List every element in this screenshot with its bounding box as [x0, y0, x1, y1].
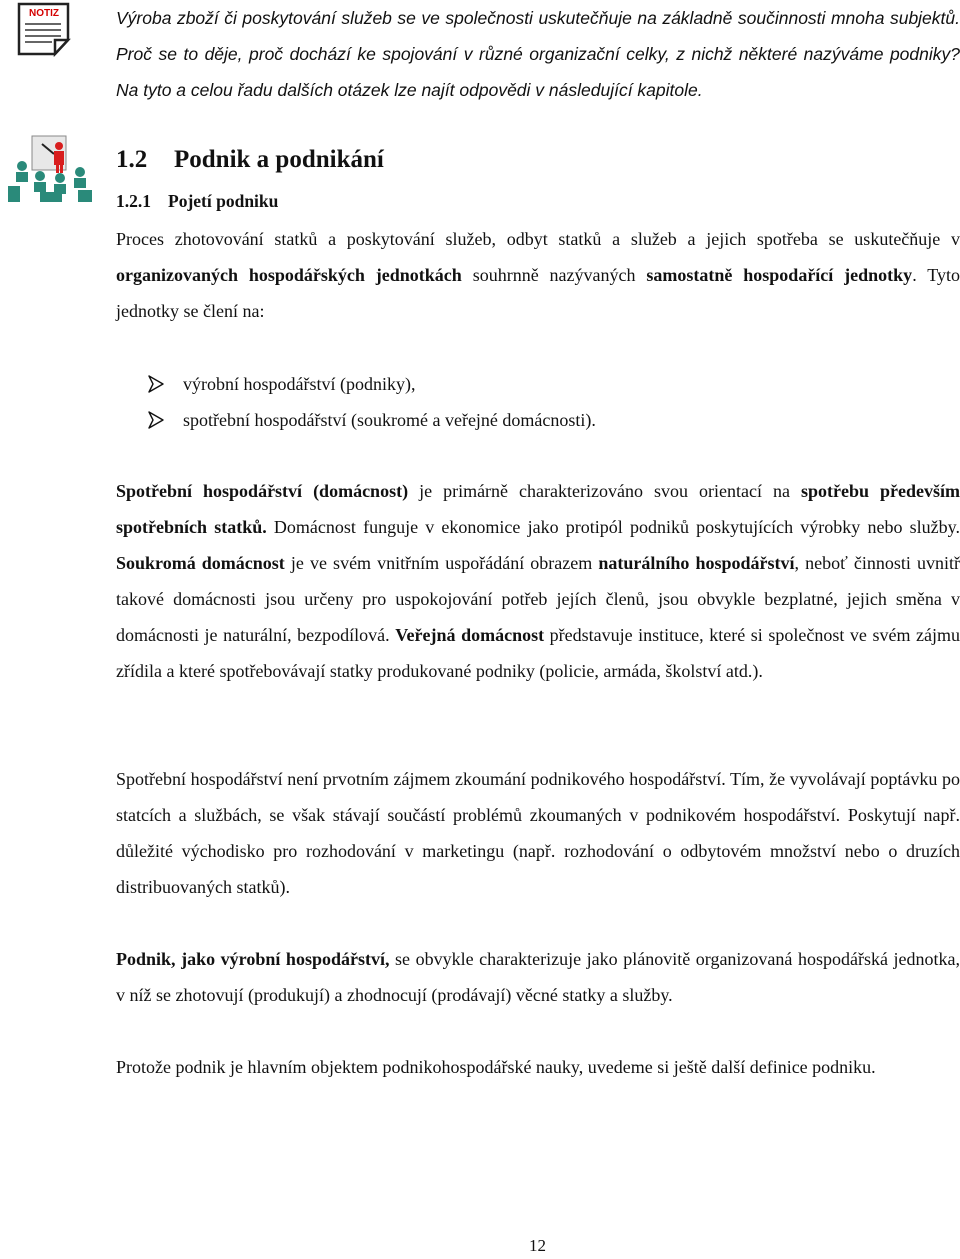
section-number: 1.2 — [116, 146, 148, 173]
paragraph-enterprise-definition: Podnik, jako výrobní hospodářství, se obvykle charakterizuje jako plánovitě organizovaná hospodářská jednotka, v níž se zhotovují (produkují) a zhodnocují (prodávají) věcné statky a služby. — [116, 949, 960, 1005]
subsection-title: Pojetí podniku — [168, 191, 279, 211]
bold-term: organizovaných hospodářských jednotkách — [116, 265, 462, 285]
subsection-number: 1.2.1 — [116, 191, 151, 211]
paragraph-consumer-economy: Spotřební hospodářství (domácnost) je primárně charakterizováno svou orientací na spotřebu především spotřebních statků. Domácnost funguje v ekonomice jako protipól podniků poskytujících výrobky nebo služby. Soukromá domácnost je ve svém vnitřním uspořádání obrazem naturálního hospodářství, neboť činnosti uvnitř takové domácnosti jsou určeny pro uspokojování potřeb jejích členů, jsou obvykle bezplatné, jejich směna v domácnosti je naturální, bezpodílová. Veřejná domácnost představuje instituce, které si společnost ve svém zájmu zřídila a které spotřebovávají statky produkované podniky (policie, armáda, školství atd.). — [116, 481, 960, 681]
bold-term: Spotřební hospodářství (domácnost) — [116, 481, 409, 501]
arrowhead-bullet-icon — [148, 411, 164, 429]
bold-term: Podnik, jako výrobní hospodářství, — [116, 949, 390, 969]
paragraph-enterprise-concept: Proces zhotovování statků a poskytování služeb, odbyt statků a služeb a jejich spotřeba se uskutečňuje v organizovaných hospodářských jednotkách souhrnně nazývaných samostatně hospodařící jednotky. Tyto jednotky se člení na: — [116, 229, 960, 321]
bold-term: spotřebu především spotřebních statků. — [116, 481, 960, 537]
arrowhead-bullet-icon — [148, 375, 164, 393]
bold-term: Veřejná domácnost — [395, 625, 545, 645]
section-title: Podnik a podnikání — [174, 146, 384, 173]
notiz-note-icon — [16, 0, 76, 58]
lecture-presenter-icon — [4, 134, 96, 204]
notiz-label: NOTIZ — [29, 8, 59, 19]
paragraph-consumer-economy-relevance: Spotřební hospodářství není prvotním zájmem zkoumání podnikového hospodářství. Tím, že vyvolávají poptávku po statcích a službách, se však stávají součástí problémů zkoumaných v podnikovém hospodářství. Poskytují např. důležité východisko pro rozhodování v marketingu (např. rozhodování o odbytovém množství nebo o druzích distribuovaných statků). — [116, 769, 960, 897]
chapter-intro-text: Výroba zboží či poskytování služeb se ve společnosti uskutečňuje na základně součinnosti mnoha subjektů. Proč se to děje, proč dochází ke spojování v různé organizační celky, z nichž některé nazýváme podniky? Na tyto a celou řadu dalších otázek lze najít odpovědi v následující kapitole. — [116, 8, 960, 100]
bold-term: naturálního hospodářství — [598, 553, 795, 573]
subsection-heading — [116, 191, 278, 212]
page-number: 12 — [529, 1236, 546, 1255]
bold-term: Soukromá domácnost — [116, 553, 285, 573]
section-heading — [116, 146, 384, 174]
bold-term: samostatně hospodařící jednotky — [646, 265, 913, 285]
paragraph-further-definitions: Protože podnik je hlavním objektem podnikohospodářské nauky, uvedeme si ještě další definice podniku. — [116, 1057, 876, 1077]
